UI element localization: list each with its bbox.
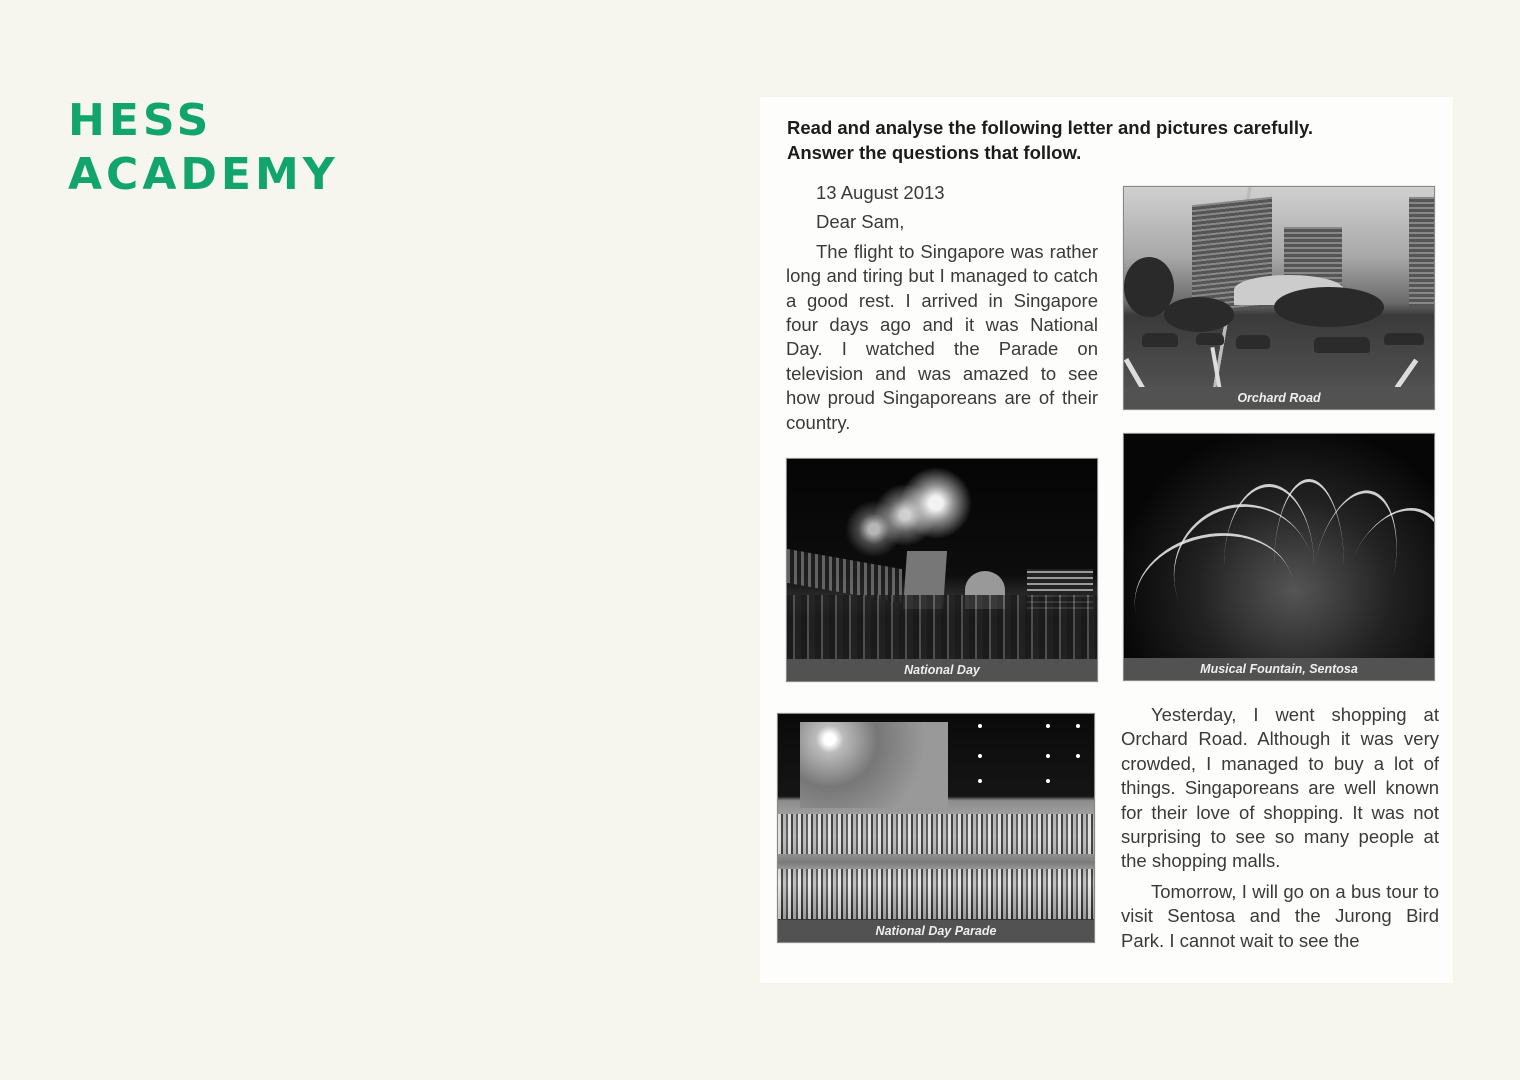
parade-video-screen <box>800 722 948 808</box>
letter-date: 13 August 2013 <box>816 182 945 203</box>
worksheet-page <box>760 97 1453 983</box>
photo-caption: Orchard Road <box>1124 387 1434 409</box>
musical-fountain-image <box>1124 434 1434 658</box>
photo-caption: National Day <box>787 659 1097 681</box>
letter-paragraph-1: The flight to Singapore was rather long and tiring but I managed to catch a good rest. I arrived in Singapore four days ago and it was National Day. I watched the Parade on television and was amazed to see how proud Singaporeans are of their country. <box>786 240 1098 433</box>
photo-caption: National Day Parade <box>778 920 1094 942</box>
national-day-fireworks-image <box>787 459 1097 659</box>
hess-academy-logo <box>68 94 339 202</box>
logo-line-2: ACADEMY <box>68 149 339 200</box>
photo-national-day-parade <box>777 713 1095 943</box>
photo-caption: Musical Fountain, Sentosa <box>1124 658 1434 680</box>
instructions <box>787 115 1313 165</box>
national-day-parade-image <box>778 714 1094 920</box>
letter-paragraph-3: Tomorrow, I will go on a bus tour to visit Sentosa and the Jurong Bird Park. I cannot wait to see the <box>1121 880 1439 951</box>
letter-right-column <box>1121 703 1439 959</box>
letter-paragraph-2: Yesterday, I went shopping at Orchard Road. Although it was very crowded, I managed to buy a lot of things. Singaporeans are well known for their love of shopping. It was not surprising to see so many people at the shopping malls. <box>1121 704 1439 872</box>
photo-orchard-road <box>1123 186 1435 410</box>
photo-national-day <box>786 458 1098 682</box>
letter-left-column <box>786 181 1098 441</box>
instructions-line-2: Answer the questions that follow. <box>787 142 1082 163</box>
orchard-road-image <box>1124 187 1434 387</box>
photo-musical-fountain <box>1123 433 1435 681</box>
logo-line-1: HESS <box>68 95 213 146</box>
letter-salutation: Dear Sam, <box>816 211 905 233</box>
instructions-line-1: Read and analyse the following letter and pictures carefully. <box>787 117 1314 138</box>
